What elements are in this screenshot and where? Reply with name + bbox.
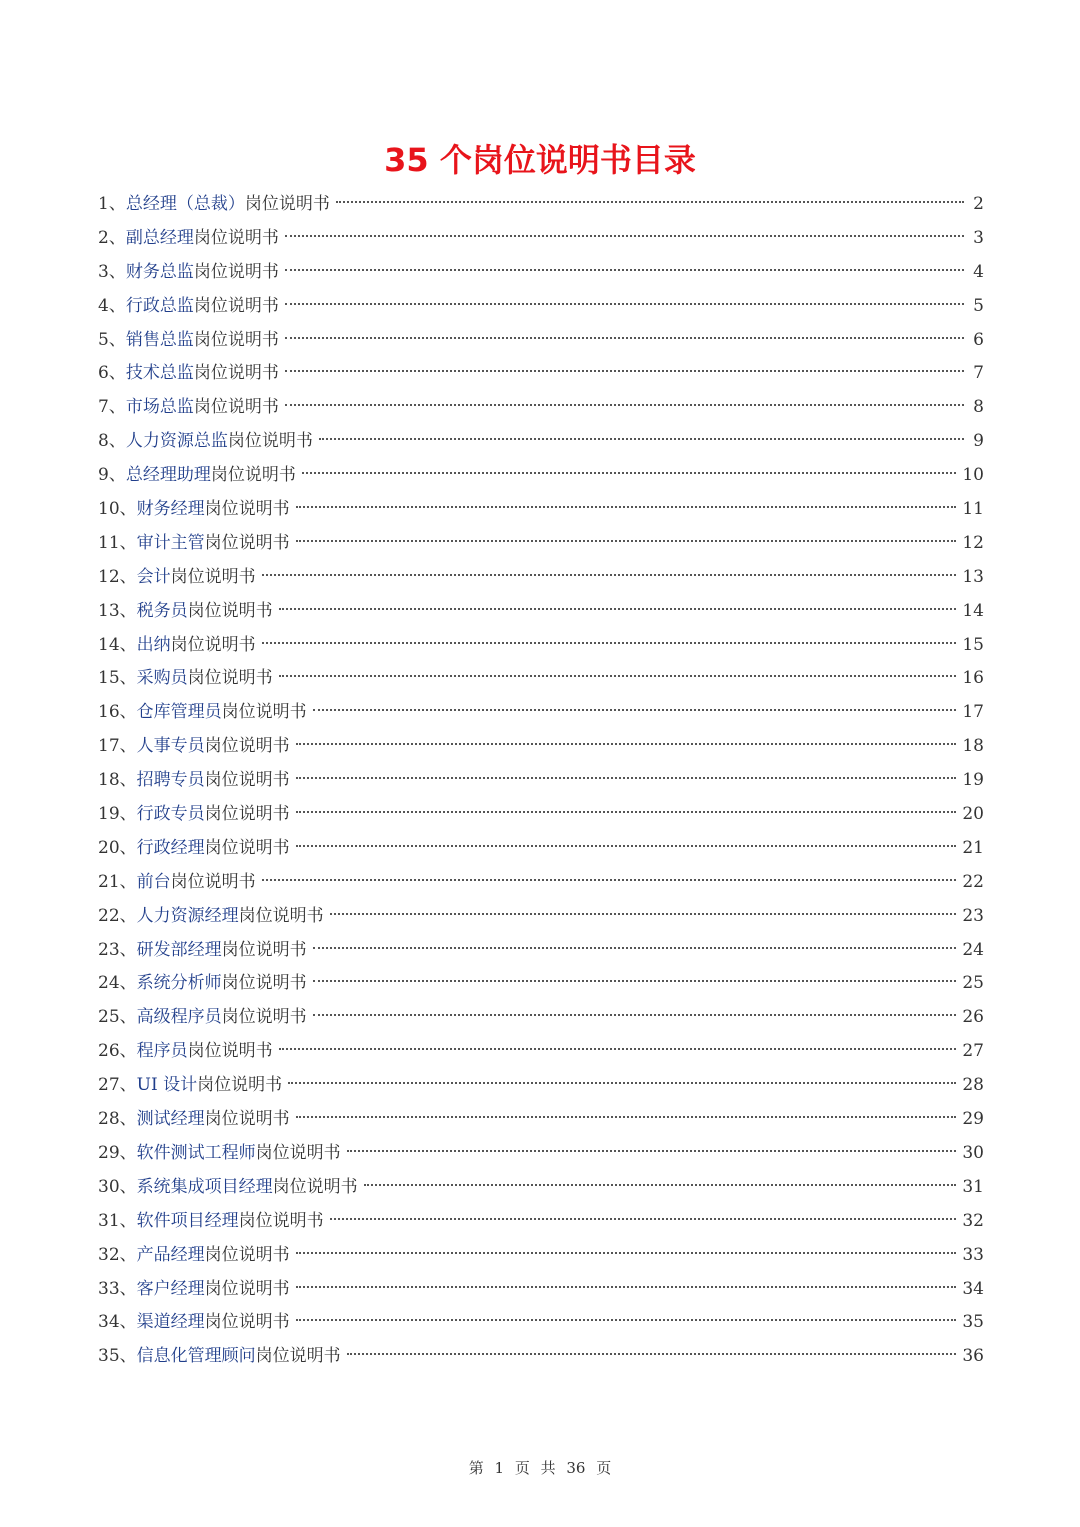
toc-entry-number: 15、 — [98, 668, 137, 689]
toc-dot-leader — [285, 303, 964, 305]
toc-entry-number: 11、 — [98, 532, 137, 553]
toc-entry[interactable] — [98, 1103, 984, 1137]
toc-entry[interactable] — [98, 425, 984, 459]
toc-entry[interactable] — [98, 527, 984, 561]
toc-page-number[interactable]: 21 — [962, 837, 984, 858]
toc-dot-leader — [288, 1082, 956, 1084]
toc-entry-title-link[interactable]: 财务总监 — [125, 261, 194, 282]
toc-dot-leader — [296, 506, 957, 508]
toc-dot-leader — [296, 1116, 957, 1118]
toc-entry[interactable] — [98, 1273, 984, 1307]
toc-entry-title-link[interactable]: 客户经理 — [136, 1278, 205, 1299]
toc-dot-leader — [296, 540, 957, 542]
toc-entry[interactable] — [98, 798, 984, 832]
toc-dot-leader — [364, 1184, 957, 1186]
toc-page-number[interactable]: 17 — [962, 702, 984, 723]
toc-entry-number: 1、 — [98, 194, 126, 214]
toc-entry[interactable] — [98, 1171, 984, 1205]
toc-dot-leader — [330, 1218, 957, 1220]
toc-entry-suffix: 岗位说明书 — [187, 668, 273, 689]
toc-page-number[interactable]: 22 — [962, 871, 984, 892]
toc-entry[interactable] — [98, 967, 984, 1001]
toc-entry-number: 8、 — [98, 431, 126, 452]
toc-entry-number: 17、 — [98, 736, 137, 757]
toc-entry-suffix: 岗位说明书 — [193, 397, 279, 418]
toc-entry-suffix: 岗位说明书 — [170, 634, 256, 655]
toc-entry-title-link[interactable]: 高级程序员 — [136, 1007, 222, 1028]
toc-page-number[interactable]: 18 — [962, 736, 984, 757]
toc-dot-leader — [285, 404, 964, 406]
toc-entry[interactable] — [98, 1137, 984, 1171]
toc-entry-title-link[interactable]: 行政专员 — [136, 804, 205, 825]
toc-entry-title-link[interactable]: 信息化管理顾问 — [136, 1346, 256, 1367]
toc-entry-suffix: 岗位说明书 — [193, 295, 279, 316]
toc-entry[interactable] — [98, 1239, 984, 1273]
toc-entry[interactable] — [98, 188, 984, 222]
toc-entry-suffix: 岗位说明书 — [204, 736, 290, 757]
toc-entry[interactable] — [98, 866, 984, 900]
toc-entry-suffix: 岗位说明书 — [170, 566, 256, 587]
toc-entry-number: 35、 — [98, 1346, 137, 1367]
toc-page-number[interactable]: 31 — [962, 1176, 984, 1197]
toc-dot-leader — [336, 201, 964, 203]
toc-entry-number: 34、 — [98, 1312, 137, 1333]
toc-entry-title-link[interactable]: 仓库管理员 — [136, 702, 222, 723]
toc-entry-number: 9、 — [98, 465, 126, 486]
toc-entry-suffix: 岗位说明书 — [204, 1278, 290, 1299]
toc-dot-leader — [279, 1048, 957, 1050]
toc-page-number[interactable]: 35 — [962, 1312, 984, 1333]
toc-entry-suffix: 岗位说明书 — [204, 499, 290, 520]
toc-entry-title-link[interactable]: 系统分析师 — [136, 973, 222, 994]
toc-entry[interactable] — [98, 391, 984, 425]
toc-entry-number: 26、 — [98, 1041, 137, 1062]
toc-entry-title-link[interactable]: 采购员 — [136, 668, 188, 689]
toc-entry-number: 16、 — [98, 702, 137, 723]
toc-entry-number: 19、 — [98, 804, 137, 825]
toc-entry[interactable] — [98, 764, 984, 798]
toc-page-number[interactable]: 2 — [973, 194, 984, 214]
toc-page-number[interactable]: 15 — [962, 634, 984, 655]
toc-entry-number: 3、 — [98, 261, 126, 282]
toc-page-number[interactable]: 13 — [962, 566, 984, 587]
toc-entry-suffix: 岗位说明书 — [255, 1346, 341, 1367]
toc-dot-leader — [313, 1014, 957, 1016]
toc-entry-number: 23、 — [98, 939, 137, 960]
toc-entry-suffix: 岗位说明书 — [227, 431, 313, 452]
toc-page-number[interactable]: 26 — [962, 1007, 984, 1028]
toc-entry-title-link[interactable]: 技术总监 — [125, 363, 194, 384]
toc-entry[interactable] — [98, 1340, 984, 1374]
toc-entry-title-link[interactable]: 研发部经理 — [136, 939, 222, 960]
toc-page-number[interactable]: 14 — [962, 600, 984, 621]
toc-dot-leader — [296, 743, 957, 745]
toc-entry-title-link[interactable]: 税务员 — [136, 600, 188, 621]
table-of-contents — [98, 188, 984, 1374]
toc-entry[interactable] — [98, 832, 984, 866]
toc-entry-suffix: 岗位说明书 — [238, 1210, 324, 1231]
toc-dot-leader — [296, 1252, 957, 1254]
toc-page-number[interactable]: 3 — [973, 227, 984, 248]
toc-page-number[interactable]: 12 — [962, 532, 984, 553]
toc-entry-suffix: 岗位说明书 — [193, 363, 279, 384]
toc-entry-title-link[interactable]: 产品经理 — [136, 1244, 205, 1265]
toc-entry-title-link[interactable]: 副总经理 — [125, 227, 194, 248]
toc-dot-leader — [285, 269, 964, 271]
toc-entry-number: 13、 — [98, 600, 137, 621]
toc-entry[interactable] — [98, 459, 984, 493]
toc-entry-number: 14、 — [98, 634, 137, 655]
toc-entry-suffix: 岗位说明书 — [238, 905, 324, 926]
toc-entry-title-link[interactable]: 招聘专员 — [136, 770, 205, 791]
toc-page-number[interactable]: 19 — [962, 770, 984, 791]
toc-page-number[interactable]: 7 — [973, 363, 984, 384]
toc-entry-title-link[interactable]: 系统集成项目经理 — [136, 1176, 273, 1197]
toc-entry-number: 25、 — [98, 1007, 137, 1028]
toc-entry[interactable] — [98, 561, 984, 595]
toc-entry-suffix: 岗位说明书 — [221, 1007, 307, 1028]
toc-dot-leader — [285, 370, 964, 372]
toc-entry-suffix: 岗位说明书 — [244, 194, 330, 214]
toc-page-number[interactable]: 28 — [962, 1075, 984, 1096]
toc-entry-title-link[interactable]: 行政总监 — [125, 295, 194, 316]
toc-dot-leader — [302, 472, 957, 474]
toc-entry[interactable] — [98, 730, 984, 764]
toc-entry-title-link[interactable]: 软件项目经理 — [136, 1210, 239, 1231]
toc-entry[interactable] — [98, 900, 984, 934]
page-title: 35 个岗位说明书目录 — [384, 141, 696, 179]
toc-entry-title-link[interactable]: 行政经理 — [136, 837, 205, 858]
toc-entry[interactable] — [98, 1205, 984, 1239]
toc-dot-leader — [279, 675, 957, 677]
toc-entry[interactable] — [98, 256, 984, 290]
toc-entry[interactable] — [98, 493, 984, 527]
toc-entry-number: 28、 — [98, 1109, 137, 1130]
toc-entry-suffix: 岗位说明书 — [197, 1075, 283, 1096]
toc-entry-suffix: 岗位说明书 — [221, 702, 307, 723]
toc-entry[interactable] — [98, 595, 984, 629]
toc-page-number[interactable]: 34 — [962, 1278, 984, 1299]
toc-entry[interactable] — [98, 357, 984, 391]
toc-entry-title-link[interactable]: 销售总监 — [125, 329, 194, 350]
toc-dot-leader — [313, 980, 957, 982]
toc-entry[interactable] — [98, 222, 984, 256]
toc-entry-title-link[interactable]: 出纳 — [136, 634, 171, 655]
toc-dot-leader — [319, 438, 964, 440]
toc-entry-title-link[interactable]: 前台 — [136, 871, 171, 892]
toc-dot-leader — [313, 947, 957, 949]
toc-entry-number: 24、 — [98, 973, 137, 994]
toc-dot-leader — [347, 1353, 957, 1355]
toc-entry-number: 31、 — [98, 1210, 137, 1231]
toc-entry-number: 12、 — [98, 566, 137, 587]
toc-page-number[interactable]: 36 — [962, 1346, 984, 1367]
toc-entry-title-link[interactable]: 财务经理 — [136, 499, 205, 520]
toc-dot-leader — [347, 1150, 957, 1152]
toc-entry-title-link[interactable]: 市场总监 — [125, 397, 194, 418]
toc-entry-number: 30、 — [98, 1176, 137, 1197]
toc-entry-number: 7、 — [98, 397, 126, 418]
toc-page-number[interactable]: 23 — [962, 905, 984, 926]
toc-dot-leader — [262, 879, 957, 881]
toc-entry-title-link[interactable]: 总经理（总裁） — [125, 194, 245, 214]
toc-entry[interactable] — [98, 1306, 984, 1340]
toc-entry-title-link[interactable]: 测试经理 — [136, 1109, 205, 1130]
toc-dot-leader — [279, 608, 957, 610]
toc-page-number[interactable]: 33 — [962, 1244, 984, 1265]
toc-entry[interactable] — [98, 324, 984, 358]
toc-entry-title-link[interactable]: 审计主管 — [136, 532, 205, 553]
toc-entry[interactable] — [98, 934, 984, 968]
toc-page-number[interactable]: 29 — [962, 1109, 984, 1130]
toc-dot-leader — [296, 845, 957, 847]
toc-dot-leader — [296, 1319, 957, 1321]
toc-page-number[interactable]: 4 — [973, 261, 984, 282]
toc-page-number[interactable]: 6 — [973, 329, 984, 350]
toc-entry-number: 27、 — [98, 1075, 137, 1096]
toc-entry-number: 22、 — [98, 905, 137, 926]
toc-entry-suffix: 岗位说明书 — [193, 261, 279, 282]
toc-entry-suffix: 岗位说明书 — [221, 939, 307, 960]
toc-dot-leader — [296, 811, 957, 813]
toc-page-number[interactable]: 24 — [962, 939, 984, 960]
toc-entry-suffix: 岗位说明书 — [204, 532, 290, 553]
toc-entry-title-link[interactable]: 人事专员 — [136, 736, 205, 757]
toc-entry[interactable] — [98, 1035, 984, 1069]
toc-entry-suffix: 岗位说明书 — [221, 973, 307, 994]
toc-entry-suffix: 岗位说明书 — [193, 329, 279, 350]
toc-entry[interactable] — [98, 629, 984, 663]
toc-entry-title-link[interactable]: 总经理助理 — [125, 465, 211, 486]
toc-entry-suffix: 岗位说明书 — [272, 1176, 358, 1197]
toc-entry-number: 4、 — [98, 295, 126, 316]
toc-dot-leader — [296, 777, 957, 779]
toc-entry-suffix: 岗位说明书 — [193, 227, 279, 248]
toc-entry-suffix: 岗位说明书 — [210, 465, 296, 486]
toc-entry[interactable] — [98, 662, 984, 696]
toc-entry-number: 21、 — [98, 871, 137, 892]
toc-page-number[interactable]: 32 — [962, 1210, 984, 1231]
toc-entry-title-link[interactable]: 会计 — [136, 566, 171, 587]
toc-entry[interactable] — [98, 696, 984, 730]
toc-entry-number: 2、 — [98, 227, 126, 248]
toc-page-number[interactable]: 25 — [962, 973, 984, 994]
toc-entry-title-link[interactable]: 人力资源总监 — [125, 431, 228, 452]
toc-dot-leader — [262, 642, 957, 644]
toc-page-number[interactable]: 9 — [973, 431, 984, 452]
toc-page-number[interactable]: 8 — [973, 397, 984, 418]
toc-entry-number: 33、 — [98, 1278, 137, 1299]
toc-entry-title-link[interactable]: 软件测试工程师 — [136, 1142, 256, 1163]
toc-page-number[interactable]: 16 — [962, 668, 984, 689]
toc-dot-leader — [285, 337, 964, 339]
toc-dot-leader — [330, 913, 957, 915]
toc-entry-suffix: 岗位说明书 — [204, 804, 290, 825]
toc-dot-leader — [313, 709, 957, 711]
toc-entry-title-link[interactable]: 人力资源经理 — [136, 905, 239, 926]
page-footer: 第 1 页 共 36 页 — [468, 1459, 612, 1477]
toc-entry-suffix: 岗位说明书 — [170, 871, 256, 892]
toc-entry-number: 20、 — [98, 837, 137, 858]
toc-entry[interactable] — [98, 1001, 984, 1035]
toc-entry[interactable] — [98, 290, 984, 324]
toc-page-number[interactable]: 10 — [962, 465, 984, 486]
toc-entry[interactable] — [98, 1069, 984, 1103]
toc-page-number[interactable]: 30 — [962, 1142, 984, 1163]
toc-entry-suffix: 岗位说明书 — [204, 1109, 290, 1130]
toc-entry-suffix: 岗位说明书 — [204, 1244, 290, 1265]
toc-page-number[interactable]: 11 — [962, 499, 984, 520]
toc-dot-leader — [285, 235, 964, 237]
toc-entry-title-link[interactable]: 渠道经理 — [136, 1312, 205, 1333]
toc-entry-number: 32、 — [98, 1244, 137, 1265]
toc-page-number[interactable]: 27 — [962, 1041, 984, 1062]
toc-entry-number: 5、 — [98, 329, 126, 350]
toc-page-number[interactable]: 5 — [973, 295, 984, 316]
toc-entry-number: 18、 — [98, 770, 137, 791]
toc-entry-suffix: 岗位说明书 — [187, 1041, 273, 1062]
toc-entry-number: 6、 — [98, 363, 126, 384]
toc-entry-number: 29、 — [98, 1142, 137, 1163]
toc-entry-suffix: 岗位说明书 — [204, 837, 290, 858]
toc-entry-suffix: 岗位说明书 — [255, 1142, 341, 1163]
toc-dot-leader — [262, 574, 957, 576]
toc-entry-number: 10、 — [98, 499, 137, 520]
toc-page-number[interactable]: 20 — [962, 804, 984, 825]
toc-entry-title-link[interactable]: 程序员 — [136, 1041, 188, 1062]
toc-entry-suffix: 岗位说明书 — [204, 1312, 290, 1333]
toc-dot-leader — [296, 1286, 957, 1288]
toc-entry-suffix: 岗位说明书 — [204, 770, 290, 791]
toc-entry-title-link[interactable]: UI 设计 — [136, 1075, 198, 1096]
toc-entry-suffix: 岗位说明书 — [187, 600, 273, 621]
